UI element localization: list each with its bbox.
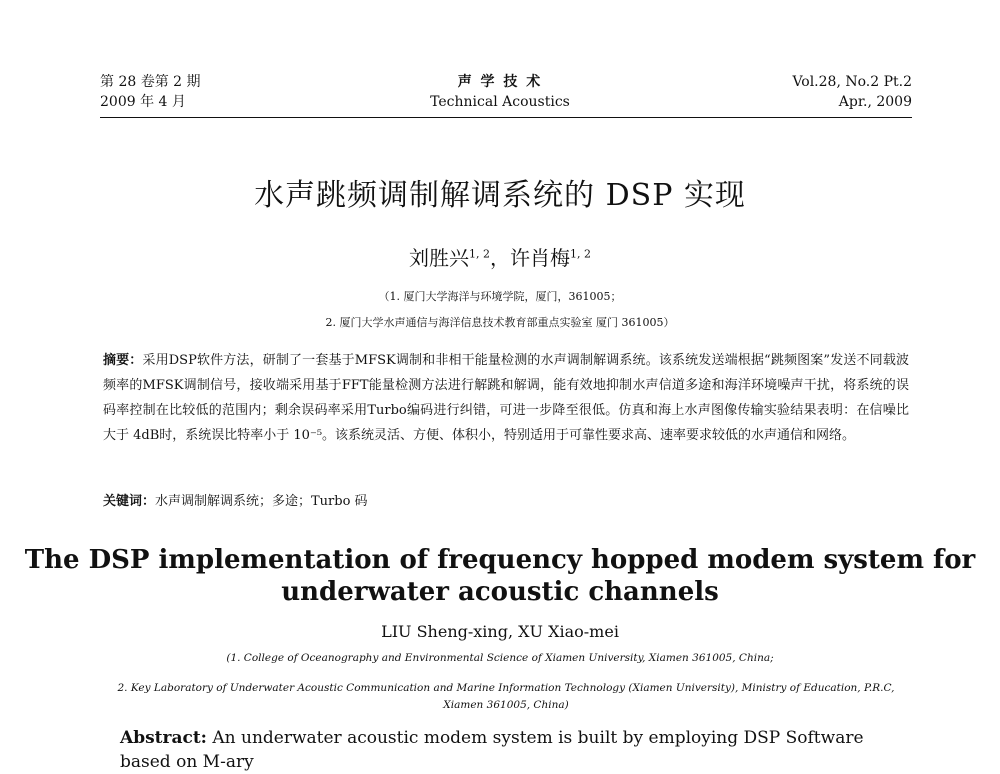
abstract-label-cn: 摘要： xyxy=(103,353,143,368)
affiliation-1-en: (1. College of Oceanography and Environmental Science of Xiamen University, Xiamen 361005, China; xyxy=(226,652,774,664)
date-cn: 2009 年 4 月 xyxy=(100,94,186,110)
abstract-label-en: Abstract: xyxy=(120,728,207,748)
affiliation-1-cn: （1. 厦门大学海洋与环境学院，厦门，361005； xyxy=(378,290,622,303)
author-separator: ， xyxy=(490,246,510,270)
author-2-affil: 1, 2 xyxy=(570,247,591,261)
volume-issue-en: Vol.28, No.2 Pt.2 xyxy=(792,74,912,90)
keywords-cn xyxy=(103,490,368,509)
author-2: 许肖梅 xyxy=(510,246,570,270)
journal-name-en: Technical Acoustics xyxy=(430,94,570,110)
author-1-affil: 1, 2 xyxy=(469,247,490,261)
date-en: Apr., 2009 xyxy=(838,94,912,110)
keywords-label-cn: 关键词： xyxy=(103,494,156,509)
volume-issue-cn: 第 28 卷第 2 期 xyxy=(100,74,201,90)
affiliation-2-cn: 2. 厦门大学水声通信与海洋信息技术教育部重点实验室 厦门 361005） xyxy=(325,316,675,329)
journal-volume xyxy=(792,72,912,112)
keywords-body-cn: 水声调制解调系统；多途；Turbo 码 xyxy=(155,494,368,509)
authors-cn xyxy=(0,242,1000,271)
authors-en: LIU Sheng-xing, XU Xiao-mei xyxy=(381,622,619,641)
header-rule xyxy=(100,117,912,118)
affiliation-2-en: 2. Key Laboratory of Underwater Acoustic Communication and Marine Information Technology (Xiamen University), Ministry of Education, P.R.C, Xiamen 361005, China) xyxy=(117,682,895,711)
paper-title-cn: 水声跳频调制解调系统的 DSP 实现 xyxy=(254,178,746,213)
abstract-body-en: An underwater acoustic modem system is built by employing DSP Software based on M-ary xyxy=(120,728,864,772)
author-1: 刘胜兴 xyxy=(409,246,469,270)
abstract-en xyxy=(120,726,900,774)
abstract-cn xyxy=(103,348,909,448)
paper-title-en: The DSP implementation of frequency hopped modem system for underwater acoustic channels xyxy=(24,545,976,607)
journal-name-cn: 声 学 技 术 xyxy=(457,74,543,90)
abstract-body-cn: 采用DSP软件方法，研制了一套基于MFSK调制和非相干能量检测的水声调制解调系统。该系统发送端根据“跳频图案”发送不同载波频率的MFSK调制信号，接收端采用基于FFT能量检测方法进行解跳和解调，能有效地抑制水声信道多途和海洋环境噪声干扰，将系统的误码率控制在比较低的范围内；剩余误码率采用Turbo编码进行纠错，可进一步降至很低。仿真和海上水声图像传输实验结果表明：在信噪比大于 4dB时，系统误比特率小于 10⁻⁵。该系统灵活、方便、体积小，特别适用于可靠性要求高、速率要求较低的水声通信和网络。 xyxy=(103,353,909,443)
